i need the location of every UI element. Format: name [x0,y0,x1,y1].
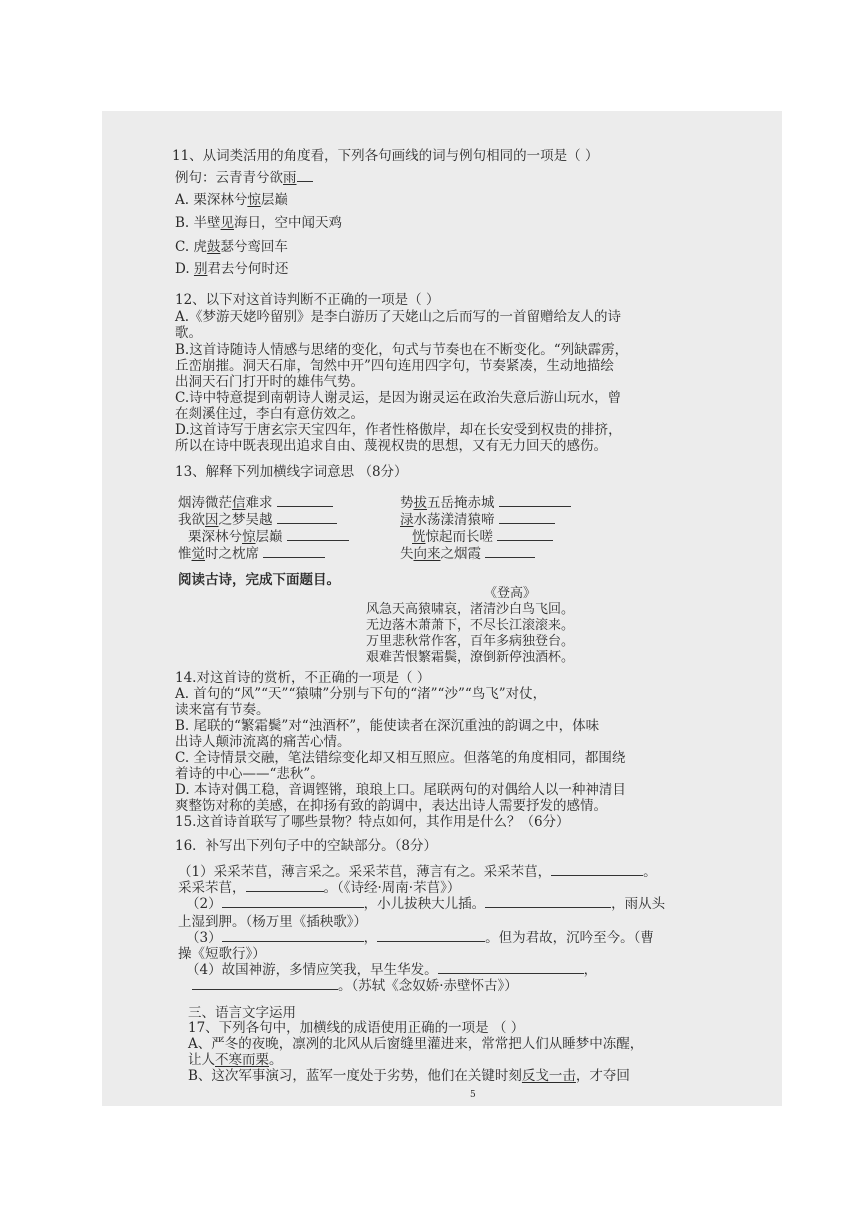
q16-line-8: 。（苏轼《念奴娇·赤壁怀古》） [192,978,518,994]
poem-line: 万里悲秋常作客，百年多病独登台。 [366,634,575,649]
reading-intro: 阅读古诗，完成下面题目。 [178,572,340,588]
q14-line: B. 尾联的“繁霜鬓”对“浊酒杯”，能使读者在深沉重浊的韵调之中，体味 [175,718,600,734]
q14-line: A. 首句的“风”“天”“猿啸”分别与下句的“渚”“沙”“鸟飞”对仗， [175,686,547,702]
q12-line: D.这首诗写于唐玄宗天宝四年，作者性格傲岸，却在长安受到权贵的排挤， [175,422,622,438]
page-number: 5 [470,1090,476,1100]
q12-line: 出洞天石门打开时的雄伟气势。 [175,374,364,390]
q14-line: 着诗的中心——“悲秋”。 [175,766,324,782]
q11-option-a: A. 栗深林兮惊层巅 [175,192,288,208]
poem-line: 风急天高猿啸哀，渚清沙白鸟飞回。 [366,602,575,617]
q11-option-b: B. 半壁见海日，空中闻天鸡 [175,215,343,231]
q14-line: D. 本诗对偶工稳，音调铿锵，琅琅上口。尾联两句的对偶给人以一种神清目 [175,782,626,798]
q14-line: C. 全诗情景交融，笔法错综变化却又相互照应。但落笔的角度相同，都围绕 [175,750,626,766]
q13-stem: 13、解释下列加横线字词意思 （8分） [175,464,408,480]
q17-option-a: A、严冬的夜晚，凛冽的北风从后窗缝里灌进来，常常把人们从睡梦中冻醒， [188,1036,644,1052]
poem-line: 艰难苦恨繁霜鬓，潦倒新停浊酒杯。 [366,650,575,665]
q16-line-1: （1）采采芣苢，薄言采之。采采芣苢，薄言有之。采采芣苢， 。 [178,864,657,880]
q11-option-c: C. 虎鼓瑟兮鸾回车 [175,239,288,255]
poem-line: 无边落木萧萧下，不尽长江滚滚来。 [366,618,575,633]
q12-line: 歌。 [175,325,202,341]
q16-stem: 16．补写出下列句子中的空缺部分。（8分） [175,838,438,854]
q13-item: 恍惊起而长嗟 [412,529,553,545]
section3-heading: 三、语言文字运用 [188,1005,296,1021]
q12-line: C.诗中特意提到南朝诗人谢灵运，是因为谢灵运在政治失意后游山玩水，曾 [175,390,622,406]
q12-line: B.这首诗随诗人情感与思绪的变化，句式与节奏也在不断变化。“列缺霹雳， [175,342,629,358]
q13-item: 栗深林兮惊层巅 [188,529,349,545]
q13-item: 惟觉时之枕席 [178,546,325,562]
q16-line-4: 上湿到胛。（杨万里《插秧歌》） [178,914,367,930]
q12-stem: 12、以下对这首诗判断不正确的一项是（ ） [175,292,440,308]
q16-line-7: （4）故国神游，多情应笑我，早生华发。 ， [186,962,598,978]
q14-line: 爽整饬对称的美感，在抑扬有致的韵调中，表达出诗人需要抒发的感情。 [175,798,607,814]
q11-stem: 11、从词类活用的角度看，下列各句画线的词与例句相同的一项是（ ） [172,148,599,164]
q13-item: 烟涛微茫信难求 [178,495,333,511]
q11-option-d: D. 别君去兮何时还 [175,261,289,277]
q13-item: 渌水荡漾清猿啼 [400,512,555,528]
q14-line: 出诗人颠沛流离的痛苦心情。 [175,734,351,750]
q16-line-5: （3） ， 。但为君故，沉吟至今。（曹 [186,930,654,946]
q17-option-b: B、这次军事演习，蓝军一度处于劣势，他们在关键时刻反戈一击，才夺回 [188,1068,630,1084]
q16-line-6: 操《短歌行》） [178,946,266,962]
q14-stem: 14.对这首诗的赏析，不正确的一项是（ ） [175,670,431,686]
q13-item: 我欲因之梦吴越 [178,512,337,528]
q17-stem: 17、下列各句中，加横线的成语使用正确的一项是 （ ） [188,1020,525,1036]
q11-example: 例句：云青青兮欲雨 [175,170,313,186]
q12-line: 所以在诗中既表现出追求自由、蔑视权贵的思想，又有无力回天的感伤。 [175,438,607,454]
q16-line-2: 采采芣苢， 。（《诗经·周南·芣苢》） [178,880,461,896]
q12-line: 丘峦崩摧。洞天石扉，訇然中开”四句连用四字句，节奏紧凑，生动地描绘 [175,358,614,374]
q15-stem: 15.这首诗首联写了哪些景物？特点如何，其作用是什么？（6分） [175,814,570,830]
q16-line-3: （2） ，小儿拔秧大儿插。 ，雨从头 [186,896,666,912]
q13-item: 失向来之烟霞 [400,546,535,562]
q17-option-a-cont: 让人不寒而栗。 [188,1052,283,1068]
q14-line: 读来富有节奏。 [175,702,270,718]
q12-line: A.《梦游天姥吟留别》是李白游历了天姥山之后而写的一首留赠给友人的诗 [175,309,622,325]
q13-item: 势拔五岳掩赤城 [400,495,571,511]
exam-page [102,111,782,1106]
q12-line: 在剡溪住过，李白有意仿效之。 [175,406,364,422]
poem-title: 《登高》 [484,586,537,601]
